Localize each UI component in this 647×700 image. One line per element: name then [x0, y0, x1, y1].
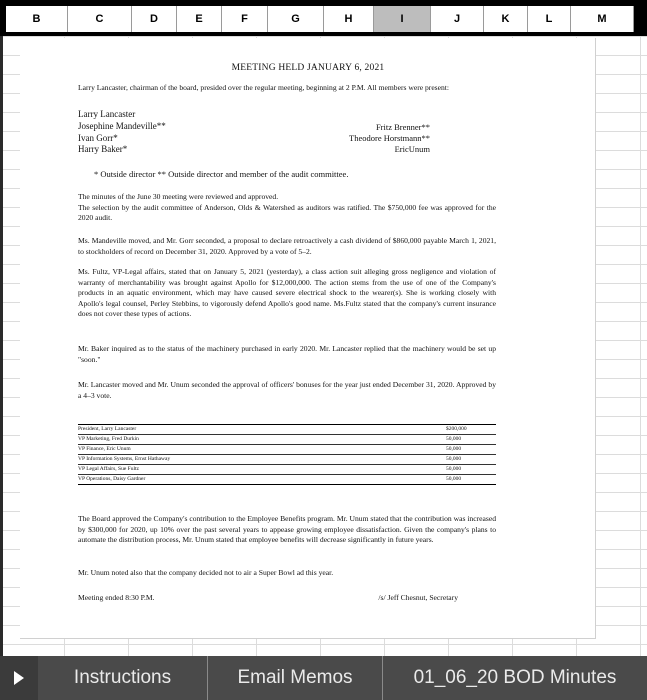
bonus-amount: 50,000 — [446, 456, 462, 462]
lawsuit-paragraph: Ms. Fultz, VP-Legal affairs, stated that on January 5, 2021 (yesterday), a class action suit alleging gross negligence and violation of warranty of merchantability was brought against Apollo for $12,000,000. The action stems from the use of one of the Company's products in an aquatic environment, which may have caused severe electrical shock to the wearer(s). She is working closely with Apollo's legal counsel, Perley Stebbins, to vigorously defend Apollo's good name. Ms.Fultz stated that the company's current insurance does not cover these types of actions. — [78, 267, 496, 318]
attendee-list-right — [310, 122, 430, 155]
bonus-amount: $200,000 — [446, 426, 467, 432]
meeting-minutes-document[interactable] — [20, 38, 596, 639]
officer-name: VP Finance, Eric Unum — [78, 446, 131, 452]
bonus-table — [78, 424, 496, 485]
attendee: Josephine Mandeville** — [78, 120, 166, 131]
tab-email-memos[interactable]: Email Memos — [208, 656, 383, 700]
minutes-paragraph: The minutes of the June 30 meeting were reviewed and approved. The selection by the audit committee of Anderson, Olds & Watershed as auditors was ratified. The $750,000 fee was approved for the 2020 audit. — [78, 192, 496, 222]
benefits-paragraph: The Board approved the Company's contribution to the Employee Benefits program. Mr. Unum stated that the contribution was increased by $300,000 for 2020, up 10% over the past several years to appease growing employee dissatisfaction. Given the company's plans to automate the distribution process, Mr. Unum stated that employee benefits will decrease significantly in future years. — [78, 514, 496, 544]
attendee: Theodore Horstmann** — [349, 133, 430, 143]
column-header-h[interactable]: H — [324, 6, 374, 32]
table-row — [78, 435, 496, 445]
column-header-c[interactable]: C — [68, 6, 132, 32]
play-icon — [14, 671, 24, 685]
bonus-approval-paragraph: Mr. Lancaster moved and Mr. Unum seconded the approval of officers' bonuses for the year just ended December 31, 2020. Approved by a 4–3 vote. — [78, 380, 496, 400]
dividend-paragraph: Ms. Mandeville moved, and Mr. Gorr seconded, a proposal to declare retroactively a cash dividend of $860,000 payable March 1, 2021, to stockholders of record on December 31, 2020. Approved by a vote of 5–2. — [78, 236, 496, 256]
column-header-bar — [0, 0, 647, 36]
secretary-signature: /s/ Jeff Chesnut, Secretary — [378, 593, 458, 602]
column-header-g[interactable]: G — [268, 6, 324, 32]
column-header-e[interactable]: E — [177, 6, 222, 32]
director-footnote: * Outside director ** Outside director and member of the audit committee. — [94, 169, 349, 179]
column-header-b[interactable]: B — [6, 6, 68, 32]
column-header-i[interactable]: I — [374, 6, 431, 32]
sheet-tabs-bar — [0, 656, 647, 700]
officer-name: President, Larry Lancaster — [78, 426, 137, 432]
attendee: Ivan Gorr* — [78, 132, 118, 143]
attendee: Larry Lancaster — [78, 109, 136, 119]
machinery-paragraph: Mr. Baker inquired as to the status of the machinery purchased in early 2020. Mr. Lancaster replied that the machinery would be set up "soon." — [78, 344, 496, 364]
column-header-j[interactable]: J — [431, 6, 484, 32]
attendee: Harry Baker* — [78, 144, 128, 155]
table-row — [78, 425, 496, 435]
closing-row — [78, 593, 496, 603]
column-header-f[interactable]: F — [222, 6, 268, 32]
page-title: MEETING HELD JANUARY 6, 2021 — [231, 63, 385, 73]
bonus-amount: 50,000 — [446, 436, 462, 442]
row-header-edge — [0, 36, 3, 656]
table-row — [78, 475, 496, 484]
meeting-end-time: Meeting ended 8:30 P.M. — [78, 593, 155, 602]
bonus-amount: 50,000 — [446, 466, 462, 472]
attendee: EricUnum — [394, 144, 430, 154]
column-header-k[interactable]: K — [484, 6, 528, 32]
super-bowl-paragraph: Mr. Unum noted also that the company decided not to air a Super Bowl ad this year. — [78, 568, 334, 577]
intro-paragraph: Larry Lancaster, chairman of the board, presided over the regular meeting, beginning at 2 P.M. All members were present: — [78, 83, 450, 92]
officer-name: VP Legal Affairs, Sue Fultz — [78, 466, 139, 472]
run-button[interactable] — [0, 656, 38, 700]
table-row — [78, 465, 496, 475]
table-row — [78, 455, 496, 465]
officer-name: VP Information Systems, Ernst Hathaway — [78, 456, 171, 462]
bonus-amount: 50,000 — [446, 476, 462, 482]
tab-instructions[interactable]: Instructions — [38, 656, 208, 700]
officer-name: VP Operations, Daisy Gardner — [78, 476, 146, 482]
attendee: Fritz Brenner** — [375, 122, 430, 132]
column-header-l[interactable]: L — [528, 6, 571, 32]
attendee-list-left — [78, 109, 166, 156]
officer-name: VP Marketing, Fred Durkin — [78, 436, 139, 442]
column-header-m[interactable]: M — [571, 6, 634, 32]
bonus-amount: 50,000 — [446, 446, 462, 452]
table-row — [78, 445, 496, 455]
tab-bod-minutes[interactable]: 01_06_20 BOD Minutes — [413, 667, 617, 688]
column-header-d[interactable]: D — [132, 6, 177, 32]
